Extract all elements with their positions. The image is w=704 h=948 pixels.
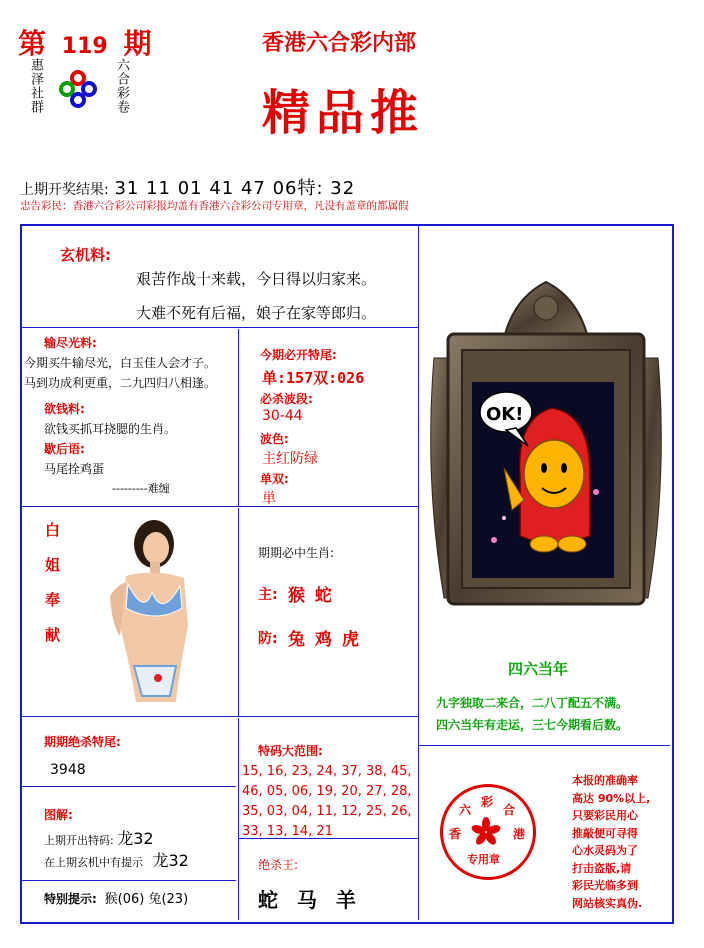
last-result-numbers: 31 11 01 41 47 06特: 32 [114, 178, 356, 199]
tishi [44, 888, 188, 907]
divider [418, 226, 419, 920]
divider [238, 508, 239, 716]
shujin-line1: 今期买牛输尽光，白玉佳人会才子。 [24, 356, 217, 370]
issue-suffix: 期 [123, 27, 152, 60]
accuracy-block [572, 772, 668, 912]
stamp-bottom: 专用章 [467, 853, 500, 866]
dafanwei-line3: 35, 03, 04, 11, 12, 25, 26, [242, 804, 412, 819]
accuracy-line: 推敲便可寻得 [572, 826, 638, 840]
bikai-title: 今期必开特尾: [260, 348, 337, 362]
top-title: 香港六合彩内部 [262, 31, 417, 56]
tujie-title: 图解: [44, 808, 73, 822]
xiehouyu-answer: ---------难缠 [112, 482, 170, 495]
tujie-line2 [44, 848, 189, 871]
shengxiao-fang-label: 防: [258, 631, 278, 647]
tishi-label: 特别提示: [44, 892, 97, 906]
xuanji-title: 玄机料: [60, 246, 111, 264]
jueshawang-value: 蛇 马 羊 [258, 888, 362, 912]
danshuang-value: 単 [262, 491, 276, 507]
issue-prefix: 第 [18, 27, 47, 60]
divider [22, 786, 236, 787]
divider [22, 716, 418, 717]
header-left-column: 惠泽社群 [28, 58, 43, 114]
accuracy-line: 本报的准确率 [572, 774, 638, 787]
divider [238, 718, 239, 920]
divider [418, 745, 670, 746]
big-title: 精品推 [262, 85, 425, 141]
juesha-value: 3948 [50, 762, 86, 778]
mirror-frame-image [424, 278, 668, 618]
baijie-column: 白姐奉献 [43, 522, 61, 662]
boduan-title: 必杀波段: [260, 392, 313, 406]
shengxiao-main-label: 主: [258, 587, 278, 603]
xuanji-line1: 艰苦作战十来载，今日得以归家来。 [136, 270, 377, 288]
danshuang-title: 单双: [260, 472, 289, 486]
stamp-top-right: 合 [503, 803, 516, 817]
xiehouyu-text: 马尾拴鸡蛋 [44, 462, 105, 476]
divider [22, 506, 418, 507]
model-photo [100, 516, 196, 706]
bose-value: 主红防绿 [262, 451, 318, 467]
shengxiao-main-value: 猴 蛇 [288, 586, 334, 606]
bikai-danshuang: 单:157双:026 [262, 369, 365, 387]
jueshawang-title: 绝杀王: [258, 858, 299, 872]
mirror-bubble-text: OK! [486, 404, 524, 425]
lottery-logo [58, 70, 98, 108]
accuracy-line: 网站核实真伪. [572, 896, 643, 910]
stamp-mid-right: 港 [513, 827, 526, 841]
mirror-poem1: 九字独取二来合，二八丁配五不满。 [436, 696, 629, 710]
tishi-value: 猴(06) 兔(23) [104, 892, 189, 907]
shujin-line2: 马到功成利更重，二九四归八相逢。 [24, 376, 217, 390]
juesha-title: 期期绝杀特尾: [44, 735, 121, 749]
mirror-caption: 四六当年 [508, 660, 569, 678]
dafanwei-line1: 15, 16, 23, 24, 37, 38, 45, [242, 764, 412, 779]
tujie-line1-value: 龙32 [117, 829, 154, 848]
issue-label [18, 22, 151, 62]
issue-number: 119 [61, 34, 108, 59]
tujie-line2-label: 在上期玄机中有提示 [44, 856, 143, 869]
xuanji-line2: 大难不死有后福，娘子在家等郎归。 [136, 304, 377, 322]
shengxiao-fang-value: 兔 鸡 虎 [288, 630, 361, 650]
mirror-poem2: 四六当年有走运，三七今期看后数。 [436, 718, 629, 732]
notice: 忠告彩民：香港六合彩公司彩报均盖有香港六合彩公司专用章，凡没有盖章的都属假 [20, 200, 409, 212]
accuracy-line: 打击盗版,请 [572, 861, 632, 875]
accuracy-line: 高达 90%以上, [572, 791, 651, 805]
dafanwei-line4: 33, 13, 14, 21 [242, 824, 333, 839]
flower-emblem-icon [471, 817, 501, 847]
stamp-top-mid: 彩 [481, 795, 494, 809]
bose-title: 波色: [260, 432, 289, 446]
header-right-column: 六合彩卷 [114, 58, 129, 114]
accuracy-line: 心水灵码为了 [572, 844, 638, 857]
tujie-line1-label: 上期开出特码: [44, 834, 114, 847]
accuracy-line: 只要彩民用心 [572, 809, 638, 822]
accuracy-line: 彩民光临多到 [572, 879, 638, 892]
official-stamp [440, 784, 536, 880]
stamp-mid-left: 香 [449, 827, 462, 841]
shujin-title: 输尽光料: [44, 336, 97, 350]
yuqian-title: 欲钱料: [44, 402, 85, 416]
tujie-line1 [44, 826, 154, 849]
last-result-label: 上期开奖结果: [20, 182, 109, 198]
boduan-value: 30-44 [262, 408, 303, 424]
divider [238, 329, 239, 507]
dafanwei-title: 特码大范围: [258, 744, 323, 758]
tujie-line2-value: 龙32 [152, 851, 189, 870]
xiehouyu-title: 歇后语: [44, 442, 85, 456]
dafanwei-line2: 46, 05, 06, 19, 20, 27, 28, [242, 784, 412, 799]
last-result [20, 174, 355, 200]
shengxiao-title: 期期必中生肖: [258, 546, 335, 560]
divider [22, 327, 418, 328]
yuqian-text: 欲钱买抓耳挠腮的生肖。 [44, 422, 177, 436]
stamp-top-left: 六 [459, 803, 472, 817]
divider [22, 880, 236, 881]
